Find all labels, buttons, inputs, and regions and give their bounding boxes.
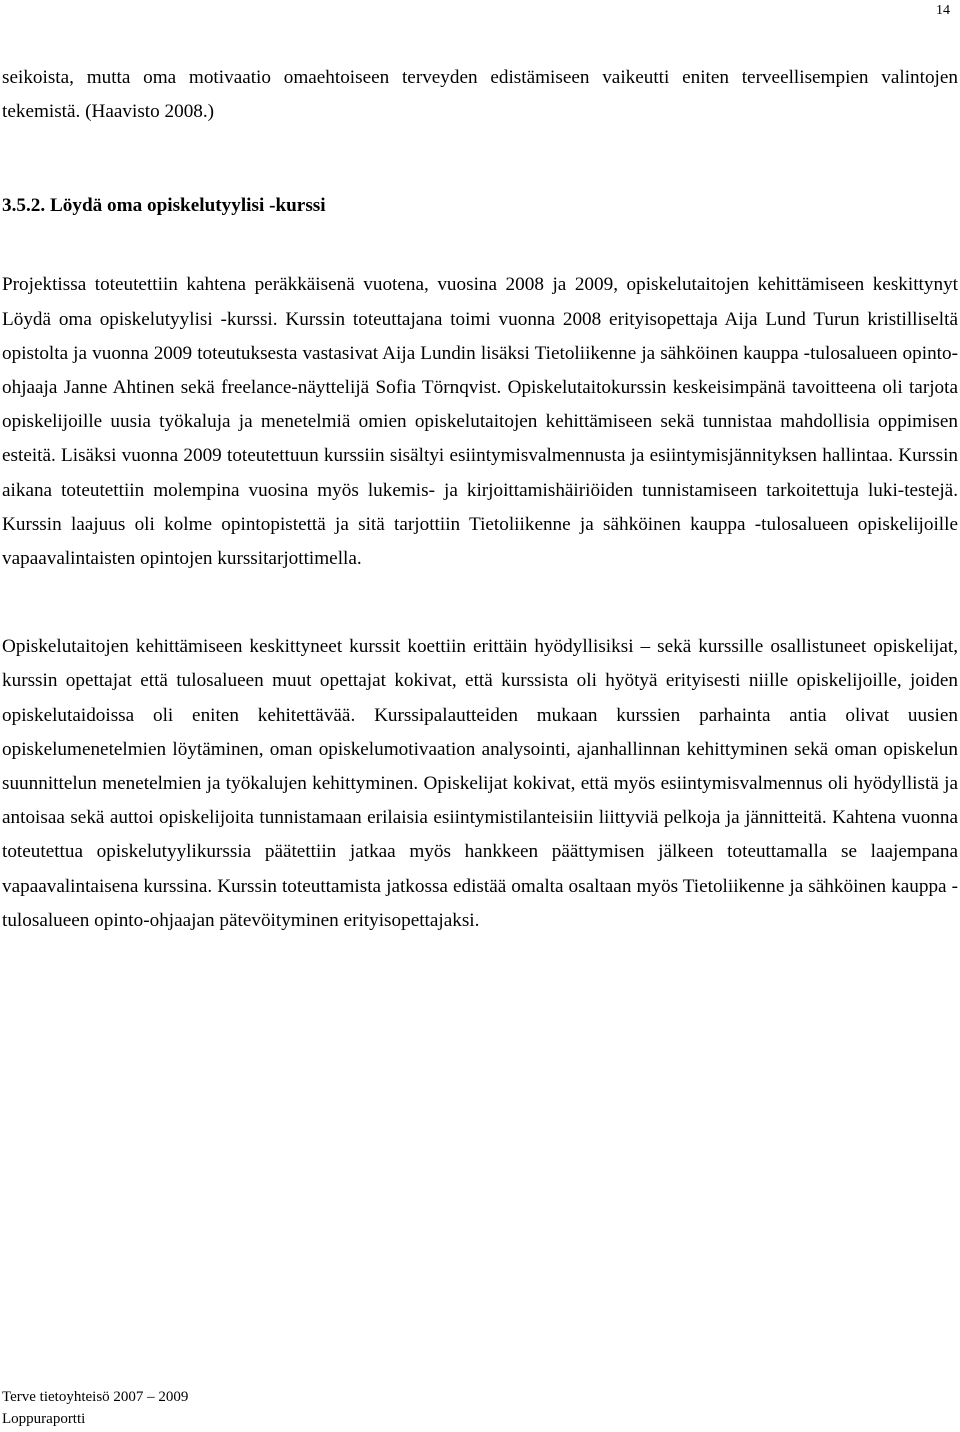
paragraph-course-feedback: Opiskelutaitojen kehittämiseen keskittyneet kurssit koettiin erittäin hyödyllisiksi – sekä kurssille osallistuneet opiskelijat, kurssin opettajat että tulosalueen muut opettajat kokivat, että kurssista oli hyötyä erityisesti niille opiskelijoille, joiden opiskelutaidoissa oli eniten kehitettävää. Kurssipalautteiden mukaan kurssien parhainta antia olivat uusien opiskelumenetelmien löytäminen, oman opiskelumotivaation analysointi, ajanhallinnan kehittyminen sekä oman opiskelun suunnittelun menetelmien ja työkalujen kehittyminen. Opiskelijat kokivat, että myös esiintymisvalmennus oli hyödyllistä ja antoisaa sekä auttoi opiskelijoita tunnistamaan erilaisia esiintymistilanteisiin liittyviä pelkoja ja jännitteitä. Kahtena vuonna toteutettua opiskelutyylikurssia päätettiin jatkaa myös hankkeen päättymisen jälkeen toteuttamalla se laajempana vapaavalintaisena kurssina. Kurssin toteuttamista jatkossa edistää omalta osaltaan myös Tietoliikenne ja sähköinen kauppa -tulosalueen opinto-ohjaajan pätevöityminen erityisopettajaksi. xyxy=(2,636,958,931)
spacer xyxy=(2,576,958,630)
document-body xyxy=(2,61,958,938)
footer-project-title: Terve tietoyhteisö 2007 – 2009 xyxy=(2,1389,189,1405)
page-number: 14 xyxy=(936,3,950,18)
paragraph-course-description: Projektissa toteutettiin kahtena peräkkäisenä vuotena, vuosina 2008 ja 2009, opiskelutaitojen kehittämiseen keskittynyt Löydä oma opiskelutyylisi -kurssi. Kurssin toteuttajana toimi vuonna 2008 erityisopettaja Aija Lund Turun kristilliseltä opistolta ja vuonna 2009 toteutuksesta vastasivat Aija Lundin lisäksi Tietoliikenne ja sähköinen kauppa -tulosalueen opinto-ohjaaja Janne Ahtinen sekä freelance-näyttelijä Sofia Törnqvist. Opiskelutaitokurssin keskeisimpänä tavoitteena oli tarjota opiskelijoille uusia työkaluja ja menetelmiä omien opiskelutaitojen kehittämiseen sekä tunnistaa mahdollisia oppimisen esteitä. Lisäksi vuonna 2009 toteutettuun kurssiin sisältyi esiintymisvalmennusta ja esiintymisjännityksen hallintaa. Kurssin aikana toteutettiin molempina vuosina myös lukemis- ja kirjoittamishäiriöiden tunnistamiseen tarkoitettuja luki-testejä. Kurssin laajuus oli kolme opintopistettä ja sitä tarjottiin Tietoliikenne ja sähköinen kauppa -tulosalueen opiskelijoille vapaavalintaisten opintojen kurssitarjottimella. xyxy=(2,274,958,570)
spacer xyxy=(2,223,958,268)
spacer xyxy=(2,129,958,189)
paragraph-intro: seikoista, mutta oma motivaatio omaehtoiseen terveyden edistämiseen vaikeutti eniten terveellisempien valintojen tekemistä. (Haavisto 2008.) xyxy=(2,67,958,123)
footer-report-label: Loppuraportti xyxy=(2,1411,86,1427)
page-footer xyxy=(2,1386,188,1430)
section-heading: 3.5.2. Löydä oma opiskelutyylisi -kurssi xyxy=(2,195,326,217)
